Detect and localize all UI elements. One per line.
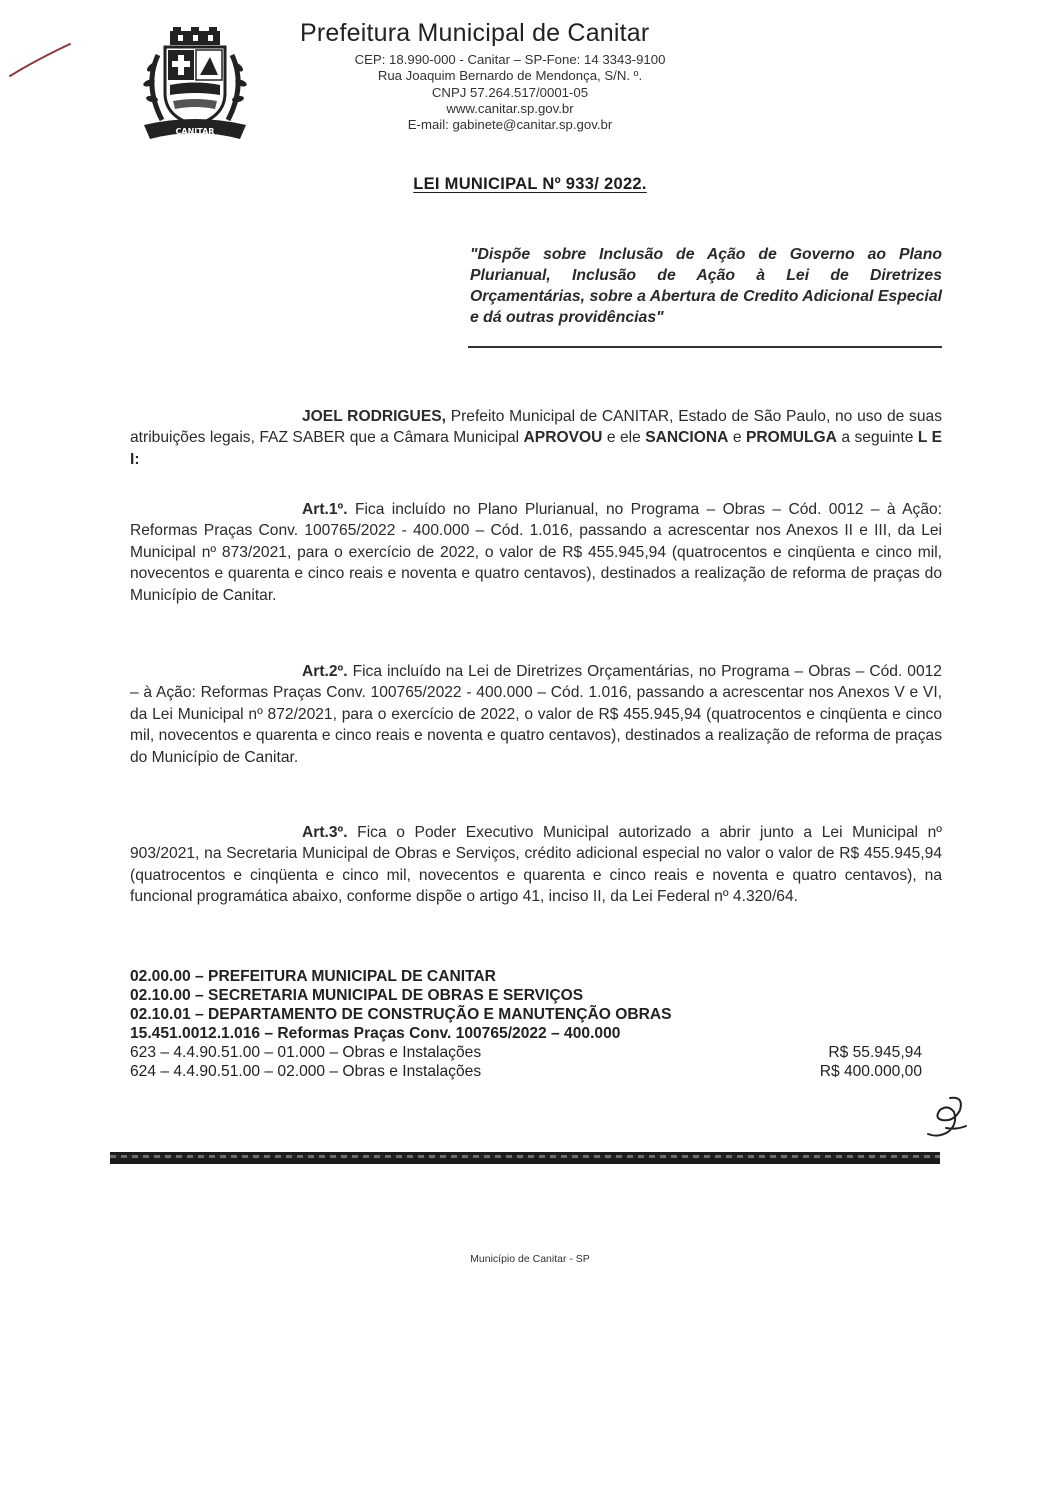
intro-aprovou: APROVOU bbox=[523, 429, 603, 447]
crest-banner-text: CANITAR bbox=[175, 127, 215, 136]
law-title-text: LEI MUNICIPAL Nº 933/ 2022. bbox=[413, 175, 647, 193]
budget-allocation bbox=[130, 967, 942, 1081]
address-line-cep: CEP: 18.990-000 - Canitar – SP-Fone: 14 3343-9100 bbox=[354, 52, 666, 67]
organization-name: Prefeitura Municipal de Canitar bbox=[300, 19, 650, 47]
budget-item-description: 624 – 4.4.90.51.00 – 02.000 – Obras e Instalações bbox=[130, 1063, 482, 1080]
address-line-cnpj: CNPJ 57.264.517/0001-05 bbox=[431, 84, 589, 100]
budget-item bbox=[130, 1043, 922, 1062]
article-1 bbox=[130, 499, 942, 606]
article-3-label: Art.3º. bbox=[302, 824, 348, 841]
coat-of-arms-icon bbox=[140, 25, 250, 143]
ementa-divider bbox=[468, 346, 942, 348]
article-1-text: Fica incluído no Plano Plurianual, no Programa – Obras – Cód. 0012 – à Ação: Reformas Praças Conv. 100765/2022 - 400.000 – Cód. 1.016, passando a acrescentar nos Anexos II e III, da Lei Municipal nº 873/2021, para o exercício de 2022, o valor de R$ 455.945,94 (quatrocentos e cinqüenta e cinco mil, novecentos e quarenta e cinco reais e noventa e quatro centavos), destinados a realização de reforma de praças do Município de Canitar. bbox=[130, 501, 942, 604]
intro-text-2: e ele bbox=[602, 429, 646, 447]
article-2-label: Art.2º. bbox=[302, 663, 348, 680]
intro-text-4: a seguinte bbox=[836, 429, 918, 447]
intro-text-3: e bbox=[728, 429, 746, 447]
article-2-text: Fica incluído na Lei de Diretrizes Orçamentárias, no Programa – Obras – Cód. 0012 – à Ação: Reformas Praças Conv. 100765/2022 - 400.000 – Cód. 1.016, passando a acrescentar nos Anexos V e VI, da Lei Municipal nº 872/2021, para o exercício de 2022, o valor de R$ 455.945,94 (quatrocentos e cinqüenta e cinco mil, novecentos e quarenta e cinco reais e noventa e quatro centavos), destinados a realização de reforma de praças do Município de Canitar. bbox=[130, 663, 942, 766]
ementa: "Dispõe sobre Inclusão de Ação de Governo ao Plano Plurianual, Inclusão de Ação à Lei de Diretrizes Orçamentárias, sobre a Abertura de Credito Adicional Especial e dá outras providências" bbox=[470, 246, 942, 326]
address-line-email: E-mail: gabinete@canitar.sp.gov.br bbox=[407, 117, 613, 133]
intro-sanciona: SANCIONA bbox=[645, 429, 729, 447]
address-line-street: Rua Joaquim Bernardo de Mendonça, S/N. º. bbox=[377, 68, 643, 84]
footer-text: Município de Canitar - SP bbox=[470, 1253, 590, 1265]
article-2 bbox=[130, 661, 942, 768]
intro-paragraph bbox=[130, 406, 942, 470]
signature-initial-icon bbox=[920, 1090, 970, 1140]
footer-bar-texture bbox=[110, 1155, 940, 1158]
budget-header-funcional: 15.451.0012.1.016 – Reformas Praças Conv. 100765/2022 – 400.000 bbox=[130, 1025, 621, 1042]
budget-header-secretaria: 02.10.00 – SECRETARIA MUNICIPAL DE OBRAS E SERVIÇOS bbox=[130, 987, 584, 1004]
budget-header-departamento: 02.10.01 – DEPARTAMENTO DE CONSTRUÇÃO E MANUTENÇÃO OBRAS bbox=[130, 1006, 672, 1023]
address-line-website: www.canitar.sp.gov.br bbox=[446, 100, 574, 116]
mayor-name: JOEL RODRIGUES, bbox=[302, 408, 446, 425]
pen-mark-icon bbox=[6, 38, 76, 82]
address-block bbox=[300, 52, 720, 133]
law-title bbox=[0, 175, 1060, 194]
budget-header-prefeitura: 02.00.00 – PREFEITURA MUNICIPAL DE CANITAR bbox=[130, 968, 496, 985]
intro-lei: L E I: bbox=[130, 429, 942, 468]
article-1-label: Art.1º. bbox=[302, 501, 348, 518]
budget-item-description: 623 – 4.4.90.51.00 – 01.000 – Obras e Instalações bbox=[130, 1044, 482, 1061]
budget-item-value: R$ 400.000,00 bbox=[819, 1063, 922, 1080]
intro-text-1: Prefeito Municipal de CANITAR, Estado de São Paulo, no uso de suas atribuições legais, FAZ SABER que a Câmara Municipal bbox=[130, 408, 942, 447]
intro-promulga: PROMULGA bbox=[745, 429, 837, 447]
article-3-text: Fica o Poder Executivo Municipal autorizado a abrir junto a Lei Municipal nº 903/2021, na Secretaria Municipal de Obras e Serviços, crédito adicional especial no valor o valor de R$ 455.945,94 (quatrocentos e cinqüenta e cinco mil, novecentos e quarenta e cinco reais e noventa e quatro centavos), na funcional programática abaixo, conforme dispõe o artigo 41, inciso II, da Lei Federal nº 4.320/64. bbox=[130, 824, 942, 906]
footer-bar bbox=[110, 1152, 940, 1164]
article-3 bbox=[130, 822, 942, 908]
budget-item bbox=[130, 1062, 922, 1081]
budget-item-value: R$ 55.945,94 bbox=[828, 1044, 922, 1061]
